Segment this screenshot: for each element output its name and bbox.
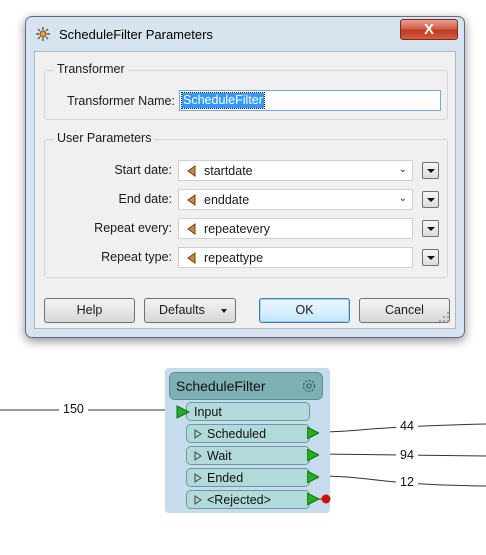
defaults-button[interactable] <box>144 298 236 323</box>
end-date-menu-button[interactable] <box>422 191 439 208</box>
wait-feature-count: 94 <box>396 448 418 462</box>
ended-port-label: Ended <box>207 471 244 485</box>
attribute-arrow-icon <box>186 252 196 264</box>
repeat-type-menu-button[interactable] <box>422 249 439 266</box>
scheduled-port-label: Scheduled <box>207 427 267 441</box>
output-port-rejected[interactable] <box>186 490 310 509</box>
attribute-arrow-icon <box>186 194 196 206</box>
port-triangle-icon <box>194 429 202 439</box>
repeat-every-menu-button[interactable] <box>422 220 439 237</box>
transformer-group-legend: Transformer <box>54 62 128 76</box>
chevron-down-icon[interactable]: ⌄ <box>398 193 407 204</box>
workspace-canvas[interactable] <box>0 345 486 555</box>
ok-button[interactable]: OK <box>259 298 350 323</box>
title-bar[interactable] <box>26 17 464 51</box>
repeat-type-label: Repeat type: <box>101 250 172 264</box>
rejected-dot-icon[interactable] <box>319 493 331 505</box>
port-triangle-icon <box>194 495 202 505</box>
port-triangle-icon <box>194 473 202 483</box>
cancel-button[interactable]: Cancel <box>359 298 450 323</box>
start-date-label: Start date: <box>114 163 172 177</box>
schedulefilter-node[interactable] <box>165 368 330 513</box>
repeat-every-field[interactable] <box>178 218 413 239</box>
rejected-output-arrow-icon[interactable] <box>307 493 319 505</box>
dialog-client-area <box>34 51 456 329</box>
output-port-wait[interactable] <box>186 446 310 465</box>
dialog-title: ScheduleFilter Parameters <box>59 27 213 42</box>
output-port-scheduled[interactable] <box>186 424 310 443</box>
resize-grip-icon[interactable] <box>439 312 449 322</box>
dropdown-triangle-icon <box>221 309 227 313</box>
input-feature-count: 150 <box>59 402 88 416</box>
start-date-combo[interactable] <box>178 160 413 181</box>
output-port-ended[interactable] <box>186 468 310 487</box>
input-port-label: Input <box>194 405 222 419</box>
transformer-app-icon <box>35 26 51 42</box>
transformer-group <box>44 62 448 120</box>
user-parameters-group <box>44 131 448 278</box>
schedulefilter-parameters-dialog <box>25 16 465 338</box>
transformer-name-label: Transformer Name: <box>67 94 175 108</box>
attribute-arrow-icon <box>186 223 196 235</box>
gear-icon[interactable] <box>301 378 317 394</box>
wait-output-arrow-icon[interactable] <box>307 449 319 461</box>
scheduled-feature-count: 44 <box>396 419 418 433</box>
close-icon: X <box>423 21 434 38</box>
defaults-label: Defaults <box>159 303 205 317</box>
attribute-arrow-icon <box>186 165 196 177</box>
end-date-value: enddate <box>204 193 250 207</box>
end-date-label: End date: <box>118 192 172 206</box>
transformer-name-value: ScheduleFilter <box>183 93 263 107</box>
repeat-every-value: repeatevery <box>204 222 271 236</box>
end-date-combo[interactable] <box>178 189 413 210</box>
ended-output-arrow-icon[interactable] <box>307 471 319 483</box>
repeat-every-label: Repeat every: <box>94 221 172 235</box>
repeat-type-value: repeattype <box>204 251 264 265</box>
rejected-port-label: <Rejected> <box>207 493 271 507</box>
node-title: ScheduleFilter <box>176 378 266 394</box>
repeat-type-field[interactable] <box>178 247 413 268</box>
transformer-name-input[interactable] <box>179 90 441 111</box>
help-button[interactable]: Help <box>44 298 135 323</box>
close-button[interactable] <box>400 19 458 40</box>
scheduled-output-arrow-icon[interactable] <box>307 427 319 439</box>
input-arrow-icon <box>176 405 190 419</box>
port-triangle-icon <box>194 451 202 461</box>
user-parameters-legend: User Parameters <box>54 131 154 145</box>
input-port[interactable] <box>186 402 310 421</box>
start-date-menu-button[interactable] <box>422 162 439 179</box>
wait-port-label: Wait <box>207 449 232 463</box>
start-date-value: startdate <box>204 164 253 178</box>
ended-feature-count: 12 <box>396 475 418 489</box>
chevron-down-icon[interactable]: ⌄ <box>398 164 407 175</box>
node-header[interactable] <box>169 372 323 400</box>
